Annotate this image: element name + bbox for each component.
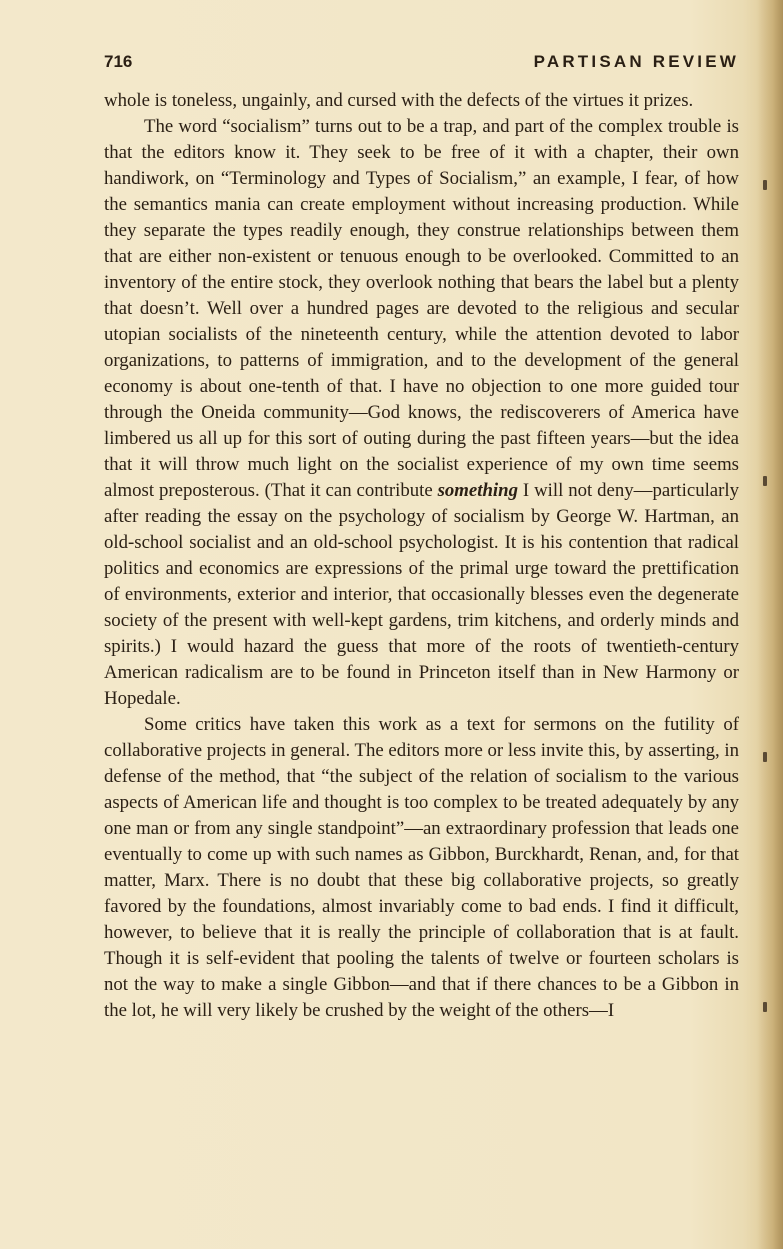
running-head <box>104 52 739 76</box>
margin-mark <box>763 752 767 762</box>
margin-mark <box>763 180 767 190</box>
paragraph-text: The word “socialism” turns out to be a trap, and part of the complex trouble is that the editors know it. They seek to be free of it with a chapter, their own handiwork, on “Terminology and Types of Socialism,” an example, I fear, of how the semantics mania can create employment without increasing production. While they separate the types readily enough, they construe relationships between them that are either non-existent or tenuous enough to be overlooked. Committed to an inventory of the entire stock, they overlook nothing that bears the label but a plenty that doesn’t. Well over a hundred pages are devoted to the religious and secular utopian socialists of the nineteenth century, while the attention devoted to labor organizations, to patterns of immigration, and to the development of the general economy is about one-tenth of that. I have no objection to one more guided tour through the Oneida community—God knows, the rediscoverers of America have limbered us all up for this sort of outing during the past fifteen years—but the idea that it will throw much light on the socialist experience of my own time seems almost preposterous. (That it can contribute <box>104 116 739 501</box>
emphasized-word: something <box>437 480 518 501</box>
article-body <box>104 88 739 1024</box>
margin-mark <box>763 1002 767 1012</box>
page-number: 716 <box>104 52 133 71</box>
paragraph-collaborative-projects: Some critics have taken this work as a text for sermons on the futility of collaborative projects in general. The editors more or less invite this, by asserting, in defense of the method, that “the subject of the relation of socialism to the various aspects of American life and thought is too complex to be treated adequately by any one man or from any single standpoint”—an extraordinary profession that leads one eventually to come up with such names as Gibbon, Burckhardt, Renan, and, for that matter, Marx. There is no doubt that these big collaborative projects, so greatly favored by the foundations, almost invariably come to bad ends. I find it difficult, however, to believe that it is really the principle of collaboration that is at fault. Though it is self-evident that pooling the talents of twelve or fourteen scholars is not the way to make a single Gibbon—and that if there chances to be a Gibbon in the lot, he will very likely be crushed by the weight of the others—I <box>104 714 739 1021</box>
margin-mark <box>763 476 767 486</box>
paragraph-socialism-trap <box>104 114 739 712</box>
binding-gutter-shadow <box>757 0 783 1249</box>
paragraph-continuation: whole is toneless, ungainly, and cursed with the defects of the virtues it prizes. <box>104 90 694 111</box>
journal-title: PARTISAN REVIEW <box>533 52 739 71</box>
paragraph-text: I will not deny—particularly after reading the essay on the psychology of socialism by George W. Hartman, an old-school socialist and an old-school psychologist. It is his contention that radical politics and economics are expressions of the primal urge toward the prettification of environments, exterior and interior, that occasionally blesses even the degenerate society of the present with well-kept gardens, trim kitchens, and orderly minds and spirits.) I would hazard the guess that more of the roots of twentieth-century American radicalism are to be found in Princeton itself than in New Harmony or Hopedale. <box>104 480 739 709</box>
